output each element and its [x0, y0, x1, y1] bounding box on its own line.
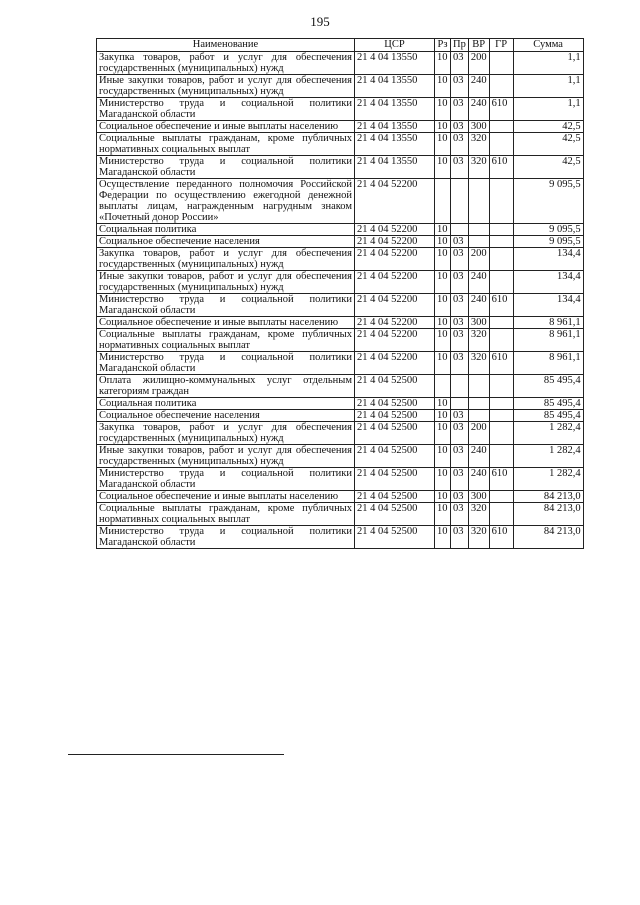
- cell-vr: 300: [468, 317, 489, 329]
- cell-vr: 320: [468, 156, 489, 179]
- cell-pr: 03: [451, 236, 469, 248]
- cell-pr: 03: [451, 156, 469, 179]
- table-row: [97, 156, 584, 179]
- cell-gr: [489, 317, 513, 329]
- table-row: [97, 398, 584, 410]
- cell-csr: 21 4 04 52200: [355, 352, 435, 375]
- cell-csr: 21 4 04 52200: [355, 329, 435, 352]
- cell-name: Социальное обеспечение и иные выплаты населению: [97, 121, 355, 133]
- cell-sum: 85 495,4: [513, 375, 583, 398]
- cell-csr: 21 4 04 52200: [355, 271, 435, 294]
- table-row: [97, 75, 584, 98]
- cell-pr: 03: [451, 294, 469, 317]
- cell-csr: 21 4 04 52500: [355, 503, 435, 526]
- cell-gr: [489, 491, 513, 503]
- cell-pr: [451, 398, 469, 410]
- cell-sum: 8 961,1: [513, 317, 583, 329]
- cell-name: Закупка товаров, работ и услуг для обеспечения государственных (муниципальных) нужд: [97, 248, 355, 271]
- cell-sum: 42,5: [513, 156, 583, 179]
- cell-csr: 21 4 04 13550: [355, 98, 435, 121]
- cell-rz: 10: [435, 468, 451, 491]
- cell-sum: 1 282,4: [513, 422, 583, 445]
- footer-rule: [68, 754, 284, 755]
- cell-name: Закупка товаров, работ и услуг для обеспечения государственных (муниципальных) нужд: [97, 52, 355, 75]
- table-row: [97, 375, 584, 398]
- cell-vr: 320: [468, 503, 489, 526]
- cell-vr: 200: [468, 422, 489, 445]
- cell-name: Социальные выплаты гражданам, кроме публичных нормативных социальных выплат: [97, 329, 355, 352]
- cell-vr: 240: [468, 468, 489, 491]
- cell-vr: 300: [468, 491, 489, 503]
- table-row: [97, 98, 584, 121]
- cell-rz: 10: [435, 236, 451, 248]
- cell-sum: 9 095,5: [513, 236, 583, 248]
- table-row: [97, 248, 584, 271]
- table-row: [97, 133, 584, 156]
- cell-pr: 03: [451, 52, 469, 75]
- cell-vr: 200: [468, 248, 489, 271]
- cell-rz: 10: [435, 133, 451, 156]
- table-row: [97, 526, 584, 549]
- cell-sum: 42,5: [513, 121, 583, 133]
- table-row: [97, 491, 584, 503]
- table-header: [97, 39, 584, 52]
- cell-sum: 85 495,4: [513, 398, 583, 410]
- table-row: [97, 294, 584, 317]
- cell-rz: 10: [435, 271, 451, 294]
- cell-sum: 134,4: [513, 294, 583, 317]
- cell-pr: 03: [451, 468, 469, 491]
- cell-rz: 10: [435, 121, 451, 133]
- cell-gr: [489, 133, 513, 156]
- table-row: [97, 236, 584, 248]
- cell-sum: 9 095,5: [513, 224, 583, 236]
- cell-gr: 610: [489, 98, 513, 121]
- cell-pr: 03: [451, 352, 469, 375]
- table-row: [97, 503, 584, 526]
- cell-sum: 1,1: [513, 52, 583, 75]
- cell-sum: 42,5: [513, 133, 583, 156]
- header-sum: Сумма: [513, 39, 583, 52]
- cell-vr: 240: [468, 294, 489, 317]
- cell-name: Социальные выплаты гражданам, кроме публичных нормативных социальных выплат: [97, 503, 355, 526]
- cell-rz: 10: [435, 98, 451, 121]
- cell-gr: [489, 271, 513, 294]
- cell-name: Социальное обеспечение населения: [97, 236, 355, 248]
- table-row: [97, 329, 584, 352]
- header-pr: Пр: [451, 39, 469, 52]
- cell-sum: 134,4: [513, 271, 583, 294]
- cell-csr: 21 4 04 52500: [355, 422, 435, 445]
- cell-name: Социальные выплаты гражданам, кроме публичных нормативных социальных выплат: [97, 133, 355, 156]
- cell-gr: [489, 179, 513, 224]
- header-name: Наименование: [97, 39, 355, 52]
- cell-pr: 03: [451, 329, 469, 352]
- cell-gr: [489, 503, 513, 526]
- cell-gr: [489, 398, 513, 410]
- cell-csr: 21 4 04 52500: [355, 468, 435, 491]
- cell-csr: 21 4 04 52200: [355, 236, 435, 248]
- cell-sum: 9 095,5: [513, 179, 583, 224]
- cell-rz: 10: [435, 317, 451, 329]
- cell-pr: 03: [451, 526, 469, 549]
- cell-vr: 320: [468, 329, 489, 352]
- cell-csr: 21 4 04 52200: [355, 317, 435, 329]
- table-row: [97, 468, 584, 491]
- cell-rz: 10: [435, 526, 451, 549]
- cell-gr: 610: [489, 352, 513, 375]
- cell-rz: [435, 179, 451, 224]
- cell-rz: 10: [435, 491, 451, 503]
- cell-name: Социальная политика: [97, 398, 355, 410]
- cell-rz: 10: [435, 503, 451, 526]
- cell-name: Иные закупки товаров, работ и услуг для обеспечения государственных (муниципальных) нужд: [97, 75, 355, 98]
- table-body: [97, 52, 584, 549]
- cell-pr: 03: [451, 317, 469, 329]
- cell-vr: 200: [468, 52, 489, 75]
- cell-csr: 21 4 04 13550: [355, 121, 435, 133]
- cell-csr: 21 4 04 52200: [355, 224, 435, 236]
- cell-csr: 21 4 04 52500: [355, 398, 435, 410]
- cell-gr: [489, 121, 513, 133]
- cell-pr: 03: [451, 98, 469, 121]
- cell-pr: [451, 179, 469, 224]
- cell-pr: 03: [451, 503, 469, 526]
- cell-vr: [468, 375, 489, 398]
- cell-gr: [489, 445, 513, 468]
- cell-pr: 03: [451, 445, 469, 468]
- cell-gr: [489, 375, 513, 398]
- cell-csr: 21 4 04 52500: [355, 375, 435, 398]
- header-rz: Рз: [435, 39, 451, 52]
- cell-rz: 10: [435, 352, 451, 375]
- cell-vr: 300: [468, 121, 489, 133]
- header-vr: ВР: [468, 39, 489, 52]
- cell-rz: 10: [435, 294, 451, 317]
- cell-vr: [468, 410, 489, 422]
- cell-pr: 03: [451, 248, 469, 271]
- cell-csr: 21 4 04 52500: [355, 445, 435, 468]
- header-csr: ЦСР: [355, 39, 435, 52]
- cell-pr: 03: [451, 133, 469, 156]
- cell-name: Закупка товаров, работ и услуг для обеспечения государственных (муниципальных) нужд: [97, 422, 355, 445]
- cell-rz: 10: [435, 224, 451, 236]
- cell-rz: 10: [435, 410, 451, 422]
- cell-vr: 240: [468, 98, 489, 121]
- cell-name: Осуществление переданного полномочия Российской Федерации по осуществлению ежегодной денежной выплаты лицам, награжденным нагрудным знаком «Почетный донор России»: [97, 179, 355, 224]
- cell-vr: [468, 398, 489, 410]
- cell-vr: [468, 179, 489, 224]
- table-row: [97, 422, 584, 445]
- table-row: [97, 410, 584, 422]
- cell-sum: 1 282,4: [513, 468, 583, 491]
- cell-name: Иные закупки товаров, работ и услуг для обеспечения государственных (муниципальных) нужд: [97, 271, 355, 294]
- table-row: [97, 179, 584, 224]
- cell-gr: [489, 329, 513, 352]
- cell-rz: 10: [435, 445, 451, 468]
- cell-rz: 10: [435, 398, 451, 410]
- cell-pr: 03: [451, 491, 469, 503]
- cell-csr: 21 4 04 52200: [355, 294, 435, 317]
- cell-name: Министерство труда и социальной политики Магаданской области: [97, 352, 355, 375]
- cell-name: Министерство труда и социальной политики Магаданской области: [97, 156, 355, 179]
- cell-vr: 320: [468, 526, 489, 549]
- cell-rz: 10: [435, 75, 451, 98]
- cell-name: Министерство труда и социальной политики Магаданской области: [97, 526, 355, 549]
- cell-vr: [468, 236, 489, 248]
- cell-sum: 1,1: [513, 75, 583, 98]
- cell-name: Министерство труда и социальной политики Магаданской области: [97, 98, 355, 121]
- cell-sum: 84 213,0: [513, 526, 583, 549]
- cell-gr: 610: [489, 294, 513, 317]
- cell-vr: [468, 224, 489, 236]
- cell-vr: 320: [468, 352, 489, 375]
- cell-vr: 320: [468, 133, 489, 156]
- cell-csr: 21 4 04 52200: [355, 179, 435, 224]
- cell-vr: 240: [468, 445, 489, 468]
- cell-csr: 21 4 04 13550: [355, 52, 435, 75]
- cell-gr: [489, 52, 513, 75]
- cell-sum: 84 213,0: [513, 491, 583, 503]
- table-row: [97, 352, 584, 375]
- cell-rz: 10: [435, 329, 451, 352]
- cell-sum: 1,1: [513, 98, 583, 121]
- cell-gr: [489, 236, 513, 248]
- cell-name: Министерство труда и социальной политики Магаданской области: [97, 294, 355, 317]
- cell-gr: 610: [489, 526, 513, 549]
- cell-rz: 10: [435, 52, 451, 75]
- table-row: [97, 317, 584, 329]
- cell-gr: [489, 248, 513, 271]
- cell-sum: 8 961,1: [513, 352, 583, 375]
- cell-sum: 85 495,4: [513, 410, 583, 422]
- budget-table: [96, 38, 584, 549]
- cell-rz: 10: [435, 248, 451, 271]
- cell-name: Социальное обеспечение населения: [97, 410, 355, 422]
- cell-gr: [489, 410, 513, 422]
- cell-pr: [451, 224, 469, 236]
- cell-csr: 21 4 04 52500: [355, 526, 435, 549]
- cell-csr: 21 4 04 13550: [355, 156, 435, 179]
- cell-rz: [435, 375, 451, 398]
- cell-name: Социальное обеспечение и иные выплаты населению: [97, 491, 355, 503]
- table-row: [97, 224, 584, 236]
- cell-csr: 21 4 04 13550: [355, 133, 435, 156]
- cell-name: Социальное обеспечение и иные выплаты населению: [97, 317, 355, 329]
- cell-csr: 21 4 04 52500: [355, 491, 435, 503]
- cell-sum: 1 282,4: [513, 445, 583, 468]
- cell-name: Оплата жилищно-коммунальных услуг отдельным категориям граждан: [97, 375, 355, 398]
- table-row: [97, 52, 584, 75]
- cell-gr: 610: [489, 468, 513, 491]
- cell-sum: 134,4: [513, 248, 583, 271]
- cell-gr: [489, 75, 513, 98]
- cell-vr: 240: [468, 271, 489, 294]
- cell-name: Социальная политика: [97, 224, 355, 236]
- cell-pr: [451, 375, 469, 398]
- table-row: [97, 271, 584, 294]
- cell-csr: 21 4 04 13550: [355, 75, 435, 98]
- cell-pr: 03: [451, 422, 469, 445]
- cell-rz: 10: [435, 422, 451, 445]
- cell-name: Иные закупки товаров, работ и услуг для обеспечения государственных (муниципальных) нужд: [97, 445, 355, 468]
- cell-pr: 03: [451, 410, 469, 422]
- cell-name: Министерство труда и социальной политики Магаданской области: [97, 468, 355, 491]
- page-number: 195: [310, 14, 330, 29]
- cell-pr: 03: [451, 75, 469, 98]
- cell-sum: 8 961,1: [513, 329, 583, 352]
- cell-vr: 240: [468, 75, 489, 98]
- cell-rz: 10: [435, 156, 451, 179]
- cell-csr: 21 4 04 52500: [355, 410, 435, 422]
- cell-sum: 84 213,0: [513, 503, 583, 526]
- cell-gr: [489, 224, 513, 236]
- table-row: [97, 121, 584, 133]
- table-row: [97, 445, 584, 468]
- cell-pr: 03: [451, 271, 469, 294]
- cell-gr: 610: [489, 156, 513, 179]
- header-gr: ГР: [489, 39, 513, 52]
- cell-pr: 03: [451, 121, 469, 133]
- cell-gr: [489, 422, 513, 445]
- cell-csr: 21 4 04 52200: [355, 248, 435, 271]
